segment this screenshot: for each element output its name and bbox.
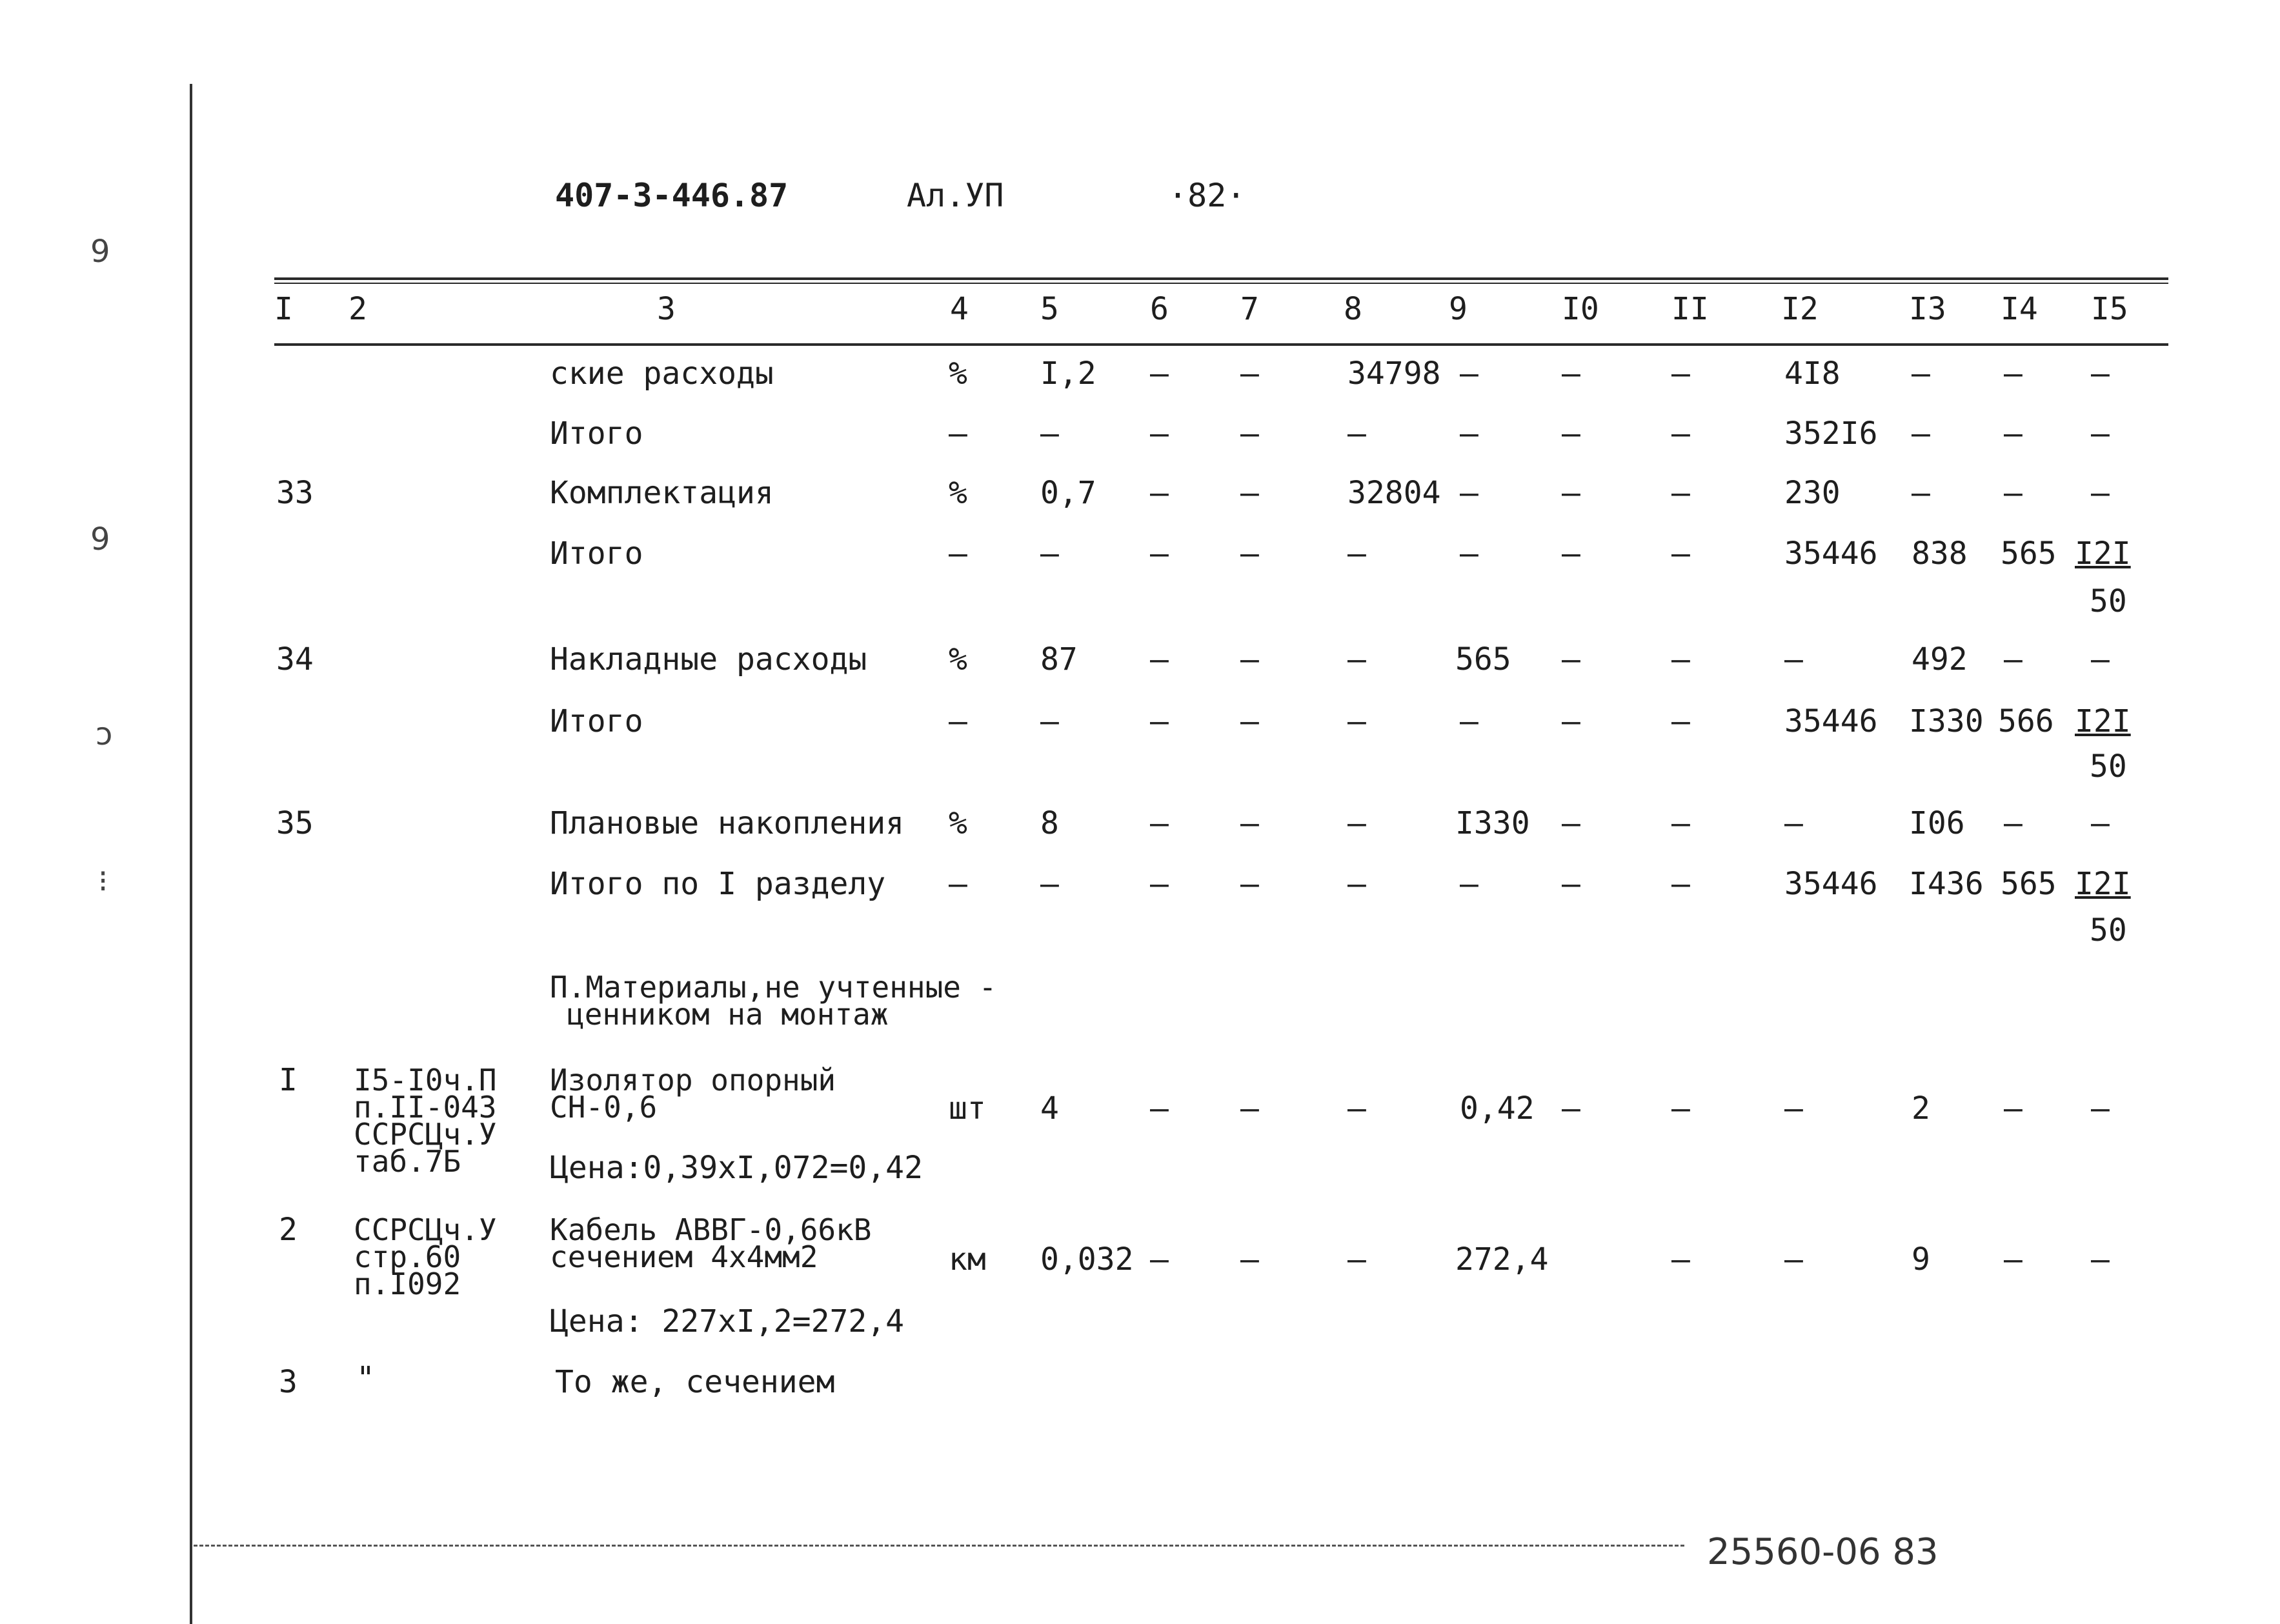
- cell-c9: –: [1460, 475, 1478, 511]
- cell-c13: 838: [1912, 536, 1968, 572]
- cell-reference: ССРСЦч.У: [354, 1117, 497, 1152]
- cell-c5: –: [1040, 536, 1059, 572]
- cell-c11: –: [1671, 703, 1690, 739]
- cell-description: То же, сечением: [555, 1364, 835, 1400]
- col-header: 2: [348, 291, 367, 327]
- price-note: Цена: 227хI,2=272,4: [550, 1303, 905, 1339]
- margin-mark: 9: [90, 234, 110, 270]
- cell-index: 34: [276, 641, 314, 677]
- col-header: 4: [950, 291, 969, 327]
- cell-c8: –: [1347, 1090, 1366, 1127]
- cell-c14: –: [2004, 1090, 2023, 1127]
- cell-c11: –: [1671, 1241, 1690, 1278]
- cell-c13: I06: [1909, 805, 1965, 841]
- cell-c6: –: [1150, 703, 1169, 739]
- cell-description: Итого: [550, 703, 643, 739]
- cell-c10: –: [1562, 703, 1580, 739]
- sheet-label: Ал.УП: [907, 177, 1004, 214]
- cell-unit: %: [949, 356, 967, 392]
- cell-c12: 4I8: [1784, 356, 1841, 392]
- cell-c6: –: [1150, 805, 1169, 841]
- cell-c7: –: [1240, 703, 1259, 739]
- cell-description: СН-0,6: [550, 1090, 658, 1125]
- cell-c8: –: [1347, 416, 1366, 452]
- cell-c10: –: [1562, 866, 1580, 902]
- cell-description: Итого по I разделу: [550, 866, 886, 902]
- cell-c14: 566: [1998, 703, 2054, 739]
- cell-c6: –: [1150, 641, 1169, 677]
- cell-description: Комплектация: [550, 475, 774, 511]
- cell-c13: 9: [1912, 1241, 1930, 1278]
- cell-reference: стр.60: [354, 1239, 461, 1274]
- left-margin-rule: [190, 84, 192, 1624]
- page-number: ·82·: [1168, 177, 1246, 214]
- cell-c12: 35446: [1784, 866, 1878, 902]
- cell-c14: 565: [2001, 866, 2057, 902]
- cell-c15-sub: 50: [2090, 912, 2127, 948]
- cell-c11: –: [1671, 805, 1690, 841]
- cell-c11: –: [1671, 866, 1690, 902]
- cell-c15: –: [2091, 356, 2110, 392]
- cell-c12: 352I6: [1784, 416, 1878, 452]
- cell-c15: –: [2091, 805, 2110, 841]
- bottom-dashed-rule: [194, 1545, 1684, 1547]
- table-top-rule: [274, 277, 2168, 280]
- cell-c7: –: [1240, 356, 1259, 392]
- cell-c15: –: [2091, 475, 2110, 511]
- cell-c8: –: [1347, 805, 1366, 841]
- cell-index: 35: [276, 805, 314, 841]
- cell-c9: 565: [1455, 641, 1511, 677]
- cell-unit: –: [949, 536, 967, 572]
- cell-c15-sub: 50: [2090, 748, 2127, 785]
- cell-c5: 87: [1040, 641, 1078, 677]
- cell-c8: –: [1347, 866, 1366, 902]
- cell-c10: –: [1562, 641, 1580, 677]
- cell-c9: –: [1460, 536, 1478, 572]
- section-title-line: П.Материалы,не учтенные -: [550, 970, 997, 1005]
- cell-c7: –: [1240, 416, 1259, 452]
- cell-c11: –: [1671, 536, 1690, 572]
- cell-c14: –: [2004, 475, 2023, 511]
- margin-mark: 9: [90, 521, 110, 557]
- cell-unit: %: [949, 641, 967, 677]
- section-title-line: ценником на монтаж: [567, 997, 889, 1032]
- margin-mark: ↄ: [96, 716, 113, 752]
- col-header: 3: [657, 291, 676, 327]
- table-top-rule-2: [274, 283, 2168, 284]
- col-header: 7: [1240, 291, 1259, 327]
- col-header: I5: [2091, 291, 2128, 327]
- cell-reference: п.II-043: [354, 1090, 497, 1125]
- margin-mark: ⁝: [98, 863, 108, 899]
- cell-c9: –: [1460, 416, 1478, 452]
- col-header: 8: [1344, 291, 1362, 327]
- cell-c9: I330: [1455, 805, 1530, 841]
- cell-c10: –: [1562, 805, 1580, 841]
- cell-c10: –: [1562, 1090, 1580, 1127]
- table-header-bottom-rule: [274, 343, 2168, 346]
- cell-c10: –: [1562, 356, 1580, 392]
- cell-c6: –: [1150, 1241, 1169, 1278]
- cell-c9: –: [1460, 356, 1478, 392]
- cell-c9: –: [1460, 703, 1478, 739]
- cell-description: Изолятор опорный: [550, 1063, 836, 1098]
- cell-reference: ": [356, 1360, 375, 1396]
- cell-c8: –: [1347, 703, 1366, 739]
- cell-c12: –: [1784, 1241, 1803, 1278]
- cell-c10: –: [1562, 475, 1580, 511]
- cell-c15: I2I: [2075, 703, 2131, 739]
- col-header: 9: [1449, 291, 1468, 327]
- cell-reference: I5-I0ч.П: [354, 1063, 497, 1098]
- col-header: II: [1671, 291, 1709, 327]
- cell-c5: 0,7: [1040, 475, 1096, 511]
- cell-description: Накладные расходы: [550, 641, 867, 677]
- cell-c13: –: [1912, 475, 1930, 511]
- cell-description: Плановые накопления: [550, 805, 905, 841]
- cell-unit: км: [949, 1241, 986, 1278]
- cell-c6: –: [1150, 416, 1169, 452]
- cell-c7: –: [1240, 536, 1259, 572]
- cell-c5: –: [1040, 866, 1059, 902]
- cell-c6: –: [1150, 1090, 1169, 1127]
- cell-c7: –: [1240, 1090, 1259, 1127]
- cell-c5: 0,032: [1040, 1241, 1134, 1278]
- cell-c9: 0,42: [1460, 1090, 1535, 1127]
- cell-unit: –: [949, 416, 967, 452]
- cell-c8: 32804: [1347, 475, 1441, 511]
- col-header: I2: [1781, 291, 1819, 327]
- cell-c12: –: [1784, 641, 1803, 677]
- cell-c12: –: [1784, 805, 1803, 841]
- cell-c8: 34798: [1347, 356, 1441, 392]
- cell-c8: –: [1347, 536, 1366, 572]
- cell-c13: –: [1912, 416, 1930, 452]
- cell-description: Итого: [550, 536, 643, 572]
- cell-c12: 230: [1784, 475, 1841, 511]
- cell-c15: I2I: [2075, 536, 2131, 572]
- cell-c15-sub: 50: [2090, 583, 2127, 619]
- cell-index: 3: [279, 1364, 298, 1400]
- cell-description: Кабель АВВГ-0,66кВ: [550, 1212, 872, 1247]
- cell-c15: –: [2091, 416, 2110, 452]
- cell-index: I: [279, 1062, 298, 1098]
- cell-reference: ССРСЦч.У: [354, 1212, 497, 1247]
- cell-c5: 4: [1040, 1090, 1059, 1127]
- cell-c8: –: [1347, 641, 1366, 677]
- cell-c14: –: [2004, 416, 2023, 452]
- cell-unit: %: [949, 805, 967, 841]
- cell-index: 2: [279, 1212, 298, 1248]
- cell-c6: –: [1150, 356, 1169, 392]
- col-header: I4: [2001, 291, 2038, 327]
- cell-c5: –: [1040, 416, 1059, 452]
- cell-c13: –: [1912, 356, 1930, 392]
- cell-index: 33: [276, 475, 314, 511]
- cell-c14: –: [2004, 805, 2023, 841]
- cell-c14: –: [2004, 356, 2023, 392]
- cell-description: Итого: [550, 416, 643, 452]
- cell-c15: –: [2091, 641, 2110, 677]
- cell-c7: –: [1240, 641, 1259, 677]
- cell-c9: 272,4: [1455, 1241, 1549, 1278]
- col-header: I3: [1909, 291, 1946, 327]
- cell-unit: –: [949, 866, 967, 902]
- cell-c9: –: [1460, 866, 1478, 902]
- cell-description: ские расходы: [550, 356, 774, 392]
- cell-c11: –: [1671, 416, 1690, 452]
- cell-c12: 35446: [1784, 536, 1878, 572]
- cell-c7: –: [1240, 866, 1259, 902]
- cell-c14: –: [2004, 641, 2023, 677]
- col-header: I: [274, 291, 293, 327]
- cell-c12: 35446: [1784, 703, 1878, 739]
- cell-c12: –: [1784, 1090, 1803, 1127]
- cell-c15: –: [2091, 1090, 2110, 1127]
- cell-c14: –: [2004, 1241, 2023, 1278]
- cell-c7: –: [1240, 475, 1259, 511]
- cell-description: сечением 4х4мм2: [550, 1239, 818, 1274]
- document-number: 407-3-446.87: [555, 177, 789, 214]
- cell-c15: I2I: [2075, 866, 2131, 902]
- cell-c14: 565: [2001, 536, 2057, 572]
- cell-c5: I,2: [1040, 356, 1096, 392]
- cell-c15: –: [2091, 1241, 2110, 1278]
- cell-c11: –: [1671, 475, 1690, 511]
- cell-unit: %: [949, 475, 967, 511]
- col-header: 6: [1150, 291, 1169, 327]
- col-header: 5: [1040, 291, 1059, 327]
- cell-c7: –: [1240, 1241, 1259, 1278]
- col-header: I0: [1562, 291, 1599, 327]
- cell-unit: шт: [949, 1090, 986, 1127]
- cell-c7: –: [1240, 805, 1259, 841]
- cell-c5: 8: [1040, 805, 1059, 841]
- cell-c11: –: [1671, 356, 1690, 392]
- cell-c6: –: [1150, 866, 1169, 902]
- cell-c13: I330: [1909, 703, 1984, 739]
- cell-c8: –: [1347, 1241, 1366, 1278]
- handwritten-note: 25560-06 83: [1707, 1531, 1939, 1573]
- cell-c6: –: [1150, 536, 1169, 572]
- cell-reference: таб.7Б: [354, 1144, 461, 1179]
- cell-c13: 2: [1912, 1090, 1930, 1127]
- cell-c13: 492: [1912, 641, 1968, 677]
- cell-c6: –: [1150, 475, 1169, 511]
- cell-c11: –: [1671, 641, 1690, 677]
- cell-c13: I436: [1909, 866, 1984, 902]
- cell-c10: –: [1562, 536, 1580, 572]
- cell-reference: п.I092: [354, 1267, 461, 1301]
- cell-c5: –: [1040, 703, 1059, 739]
- cell-c10: –: [1562, 416, 1580, 452]
- cell-unit: –: [949, 703, 967, 739]
- cell-c11: –: [1671, 1090, 1690, 1127]
- price-note: Цена:0,39хI,072=0,42: [550, 1150, 923, 1186]
